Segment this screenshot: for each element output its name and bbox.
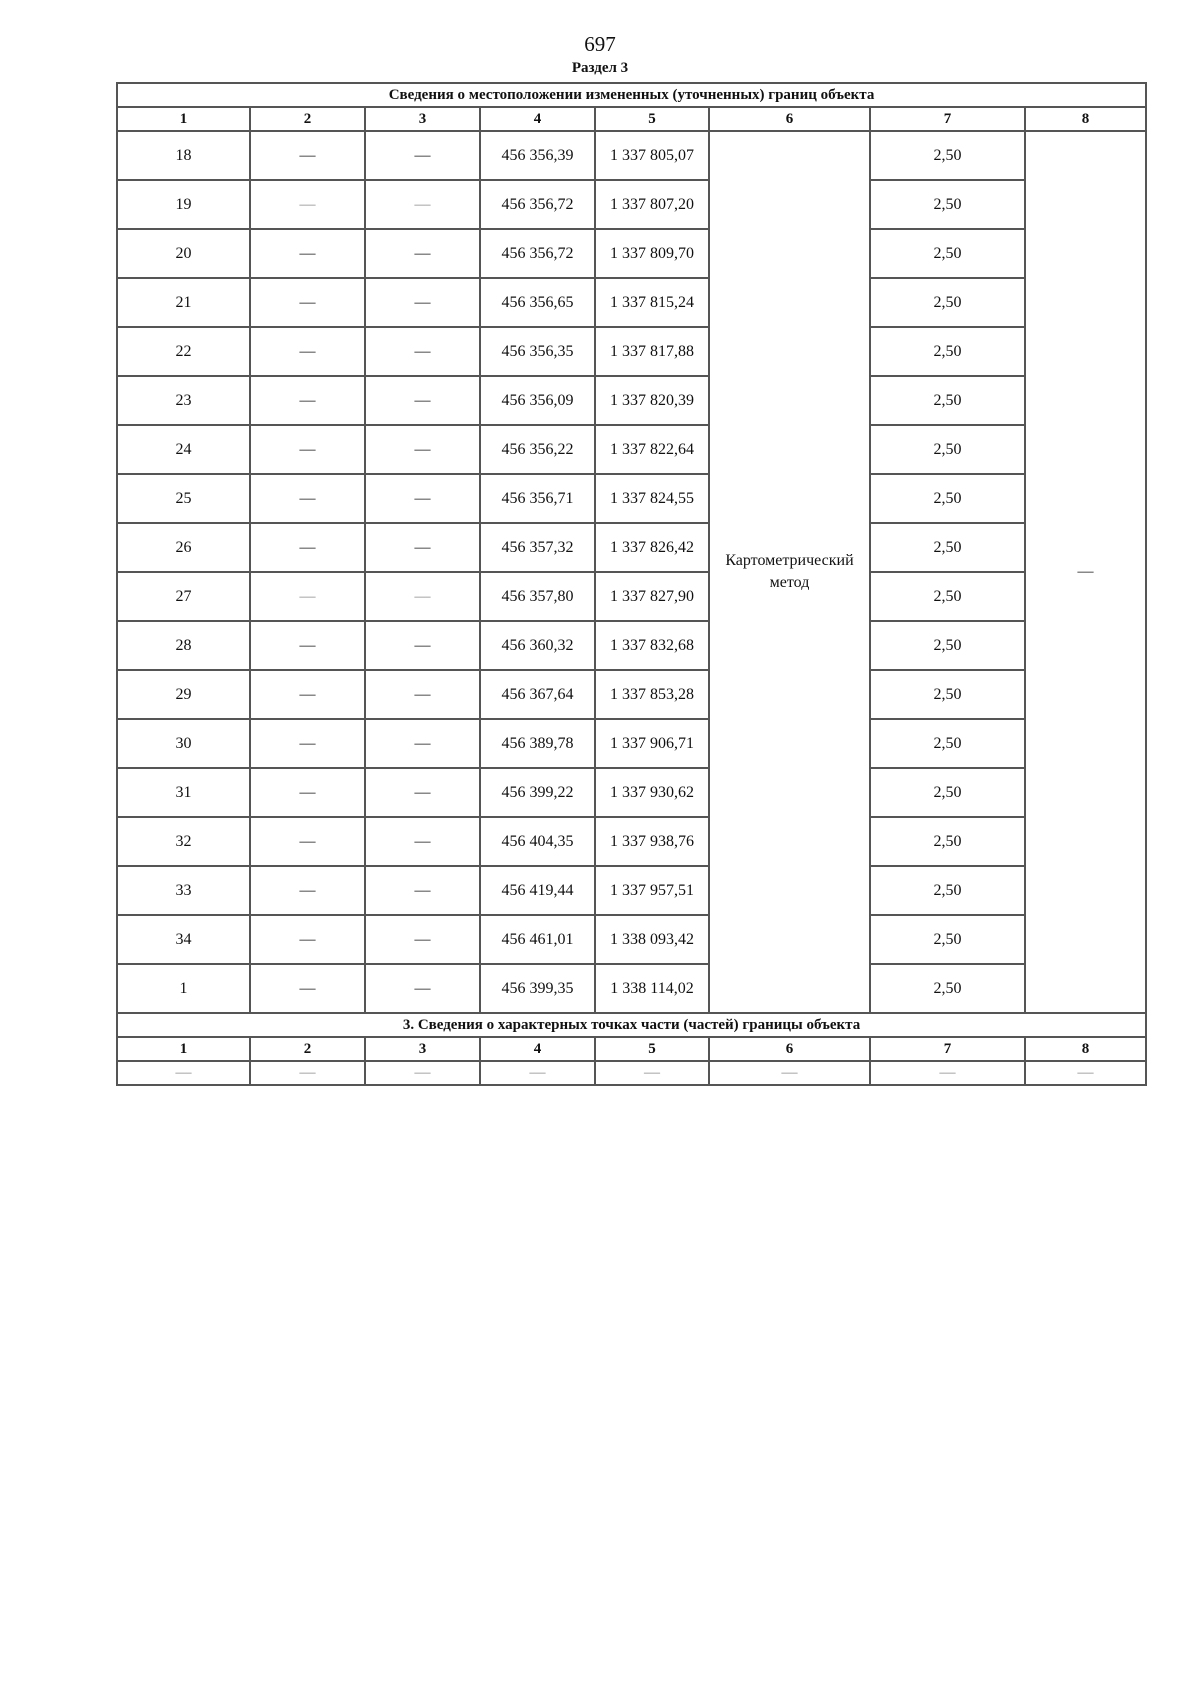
table-row bbox=[117, 719, 1146, 768]
accuracy-cell: 2,50 bbox=[870, 915, 1025, 964]
prev-y-cell: — bbox=[365, 670, 480, 719]
table2-header-cell: 4 bbox=[480, 1037, 595, 1061]
x-coordinate-cell: 456 357,80 bbox=[480, 572, 595, 621]
table2-header-row bbox=[117, 1037, 1146, 1061]
table-row bbox=[117, 376, 1146, 425]
y-coordinate-cell: 1 337 832,68 bbox=[595, 621, 709, 670]
table2-header-cell: 2 bbox=[250, 1037, 365, 1061]
table-row bbox=[117, 915, 1146, 964]
point-number-cell: 21 bbox=[117, 278, 250, 327]
y-coordinate-cell: 1 337 930,62 bbox=[595, 768, 709, 817]
column8-cell: — bbox=[1025, 131, 1146, 1013]
prev-x-cell: — bbox=[250, 915, 365, 964]
method-cell: Картометрический метод bbox=[709, 131, 870, 1013]
x-coordinate-cell: 456 404,35 bbox=[480, 817, 595, 866]
prev-x-cell: — bbox=[250, 474, 365, 523]
table1-caption-row bbox=[117, 83, 1146, 107]
y-coordinate-cell: 1 337 826,42 bbox=[595, 523, 709, 572]
page-number: 697 bbox=[584, 32, 616, 56]
x-coordinate-cell: 456 356,39 bbox=[480, 131, 595, 180]
point-number-cell: 28 bbox=[117, 621, 250, 670]
prev-y-cell: — bbox=[365, 915, 480, 964]
prev-y-cell: — bbox=[365, 180, 480, 229]
table-row bbox=[117, 572, 1146, 621]
point-number-cell: 26 bbox=[117, 523, 250, 572]
accuracy-cell: 2,50 bbox=[870, 229, 1025, 278]
table2-caption: 3. Сведения о характерных точках части (частей) границы объекта bbox=[117, 1013, 1146, 1037]
prev-x-cell: — bbox=[250, 425, 365, 474]
x-coordinate-cell: 456 356,35 bbox=[480, 327, 595, 376]
table2-header-cell: 1 bbox=[117, 1037, 250, 1061]
point-number-cell: 24 bbox=[117, 425, 250, 474]
accuracy-cell: 2,50 bbox=[870, 817, 1025, 866]
prev-y-cell: — bbox=[365, 278, 480, 327]
table-row bbox=[117, 131, 1146, 180]
section-title: Раздел 3 bbox=[571, 60, 629, 76]
prev-y-cell: — bbox=[365, 474, 480, 523]
table1-header-cell: 7 bbox=[870, 107, 1025, 131]
prev-x-cell: — bbox=[250, 278, 365, 327]
accuracy-cell: 2,50 bbox=[870, 621, 1025, 670]
x-coordinate-cell: 456 461,01 bbox=[480, 915, 595, 964]
prev-y-cell: — bbox=[365, 719, 480, 768]
prev-y-cell: — bbox=[365, 964, 480, 1013]
prev-x-cell: — bbox=[250, 572, 365, 621]
prev-x-cell: — bbox=[250, 327, 365, 376]
table-row bbox=[117, 670, 1146, 719]
y-coordinate-cell: 1 337 820,39 bbox=[595, 376, 709, 425]
y-coordinate-cell: 1 338 093,42 bbox=[595, 915, 709, 964]
point-number-cell: 27 bbox=[117, 572, 250, 621]
prev-x-cell: — bbox=[250, 817, 365, 866]
table2-cell: — bbox=[480, 1061, 595, 1085]
prev-y-cell: — bbox=[365, 376, 480, 425]
point-number-cell: 29 bbox=[117, 670, 250, 719]
prev-x-cell: — bbox=[250, 621, 365, 670]
point-number-cell: 22 bbox=[117, 327, 250, 376]
table2-caption-row bbox=[117, 1013, 1146, 1037]
table2-header-cell: 6 bbox=[709, 1037, 870, 1061]
accuracy-cell: 2,50 bbox=[870, 180, 1025, 229]
prev-y-cell: — bbox=[365, 817, 480, 866]
accuracy-cell: 2,50 bbox=[870, 670, 1025, 719]
x-coordinate-cell: 456 356,72 bbox=[480, 229, 595, 278]
x-coordinate-cell: 456 356,09 bbox=[480, 376, 595, 425]
accuracy-cell: 2,50 bbox=[870, 523, 1025, 572]
prev-x-cell: — bbox=[250, 229, 365, 278]
accuracy-cell: 2,50 bbox=[870, 866, 1025, 915]
accuracy-cell: 2,50 bbox=[870, 964, 1025, 1013]
table1-header-row bbox=[117, 107, 1146, 131]
accuracy-cell: 2,50 bbox=[870, 376, 1025, 425]
prev-y-cell: — bbox=[365, 572, 480, 621]
table-row bbox=[117, 229, 1146, 278]
accuracy-cell: 2,50 bbox=[870, 278, 1025, 327]
table1-header-cell: 1 bbox=[117, 107, 250, 131]
boundary-table bbox=[116, 82, 1147, 1086]
x-coordinate-cell: 456 399,22 bbox=[480, 768, 595, 817]
y-coordinate-cell: 1 337 827,90 bbox=[595, 572, 709, 621]
y-coordinate-cell: 1 337 817,88 bbox=[595, 327, 709, 376]
point-number-cell: 32 bbox=[117, 817, 250, 866]
x-coordinate-cell: 456 389,78 bbox=[480, 719, 595, 768]
prev-x-cell: — bbox=[250, 866, 365, 915]
prev-y-cell: — bbox=[365, 866, 480, 915]
x-coordinate-cell: 456 356,65 bbox=[480, 278, 595, 327]
prev-y-cell: — bbox=[365, 425, 480, 474]
accuracy-cell: 2,50 bbox=[870, 131, 1025, 180]
prev-y-cell: — bbox=[365, 229, 480, 278]
table2-cell: — bbox=[595, 1061, 709, 1085]
table1-header-cell: 2 bbox=[250, 107, 365, 131]
table2-cell: — bbox=[365, 1061, 480, 1085]
x-coordinate-cell: 456 357,32 bbox=[480, 523, 595, 572]
y-coordinate-cell: 1 337 815,24 bbox=[595, 278, 709, 327]
table1-caption: Сведения о местоположении измененных (уточненных) границ объекта bbox=[117, 83, 1146, 107]
prev-x-cell: — bbox=[250, 719, 365, 768]
table2-cell: — bbox=[250, 1061, 365, 1085]
point-number-cell: 30 bbox=[117, 719, 250, 768]
table1-header-cell: 4 bbox=[480, 107, 595, 131]
y-coordinate-cell: 1 337 822,64 bbox=[595, 425, 709, 474]
y-coordinate-cell: 1 337 809,70 bbox=[595, 229, 709, 278]
y-coordinate-cell: 1 337 807,20 bbox=[595, 180, 709, 229]
point-number-cell: 1 bbox=[117, 964, 250, 1013]
table2-cell: — bbox=[870, 1061, 1025, 1085]
x-coordinate-cell: 456 419,44 bbox=[480, 866, 595, 915]
table1-header-cell: 8 bbox=[1025, 107, 1146, 131]
prev-x-cell: — bbox=[250, 523, 365, 572]
point-number-cell: 19 bbox=[117, 180, 250, 229]
point-number-cell: 34 bbox=[117, 915, 250, 964]
table2-header-cell: 7 bbox=[870, 1037, 1025, 1061]
accuracy-cell: 2,50 bbox=[870, 719, 1025, 768]
table1-header-cell: 3 bbox=[365, 107, 480, 131]
accuracy-cell: 2,50 bbox=[870, 572, 1025, 621]
x-coordinate-cell: 456 360,32 bbox=[480, 621, 595, 670]
prev-x-cell: — bbox=[250, 964, 365, 1013]
y-coordinate-cell: 1 337 805,07 bbox=[595, 131, 709, 180]
x-coordinate-cell: 456 356,71 bbox=[480, 474, 595, 523]
table2-cell: — bbox=[117, 1061, 250, 1085]
table2-header-cell: 8 bbox=[1025, 1037, 1146, 1061]
point-number-cell: 23 bbox=[117, 376, 250, 425]
table-row bbox=[117, 523, 1146, 572]
y-coordinate-cell: 1 337 938,76 bbox=[595, 817, 709, 866]
point-number-cell: 33 bbox=[117, 866, 250, 915]
x-coordinate-cell: 456 356,72 bbox=[480, 180, 595, 229]
y-coordinate-cell: 1 337 906,71 bbox=[595, 719, 709, 768]
table2-header-cell: 3 bbox=[365, 1037, 480, 1061]
accuracy-cell: 2,50 bbox=[870, 474, 1025, 523]
table1-header-cell: 5 bbox=[595, 107, 709, 131]
prev-x-cell: — bbox=[250, 180, 365, 229]
table-row bbox=[117, 425, 1146, 474]
prev-x-cell: — bbox=[250, 376, 365, 425]
table2-cell: — bbox=[1025, 1061, 1146, 1085]
accuracy-cell: 2,50 bbox=[870, 768, 1025, 817]
prev-y-cell: — bbox=[365, 621, 480, 670]
table2-cell: — bbox=[709, 1061, 870, 1085]
prev-y-cell: — bbox=[365, 523, 480, 572]
accuracy-cell: 2,50 bbox=[870, 425, 1025, 474]
point-number-cell: 18 bbox=[117, 131, 250, 180]
point-number-cell: 31 bbox=[117, 768, 250, 817]
table-row bbox=[117, 964, 1146, 1013]
table-row bbox=[117, 327, 1146, 376]
x-coordinate-cell: 456 356,22 bbox=[480, 425, 595, 474]
table1-header-cell: 6 bbox=[709, 107, 870, 131]
prev-y-cell: — bbox=[365, 768, 480, 817]
prev-x-cell: — bbox=[250, 768, 365, 817]
prev-x-cell: — bbox=[250, 131, 365, 180]
x-coordinate-cell: 456 399,35 bbox=[480, 964, 595, 1013]
table-row bbox=[117, 621, 1146, 670]
accuracy-cell: 2,50 bbox=[870, 327, 1025, 376]
x-coordinate-cell: 456 367,64 bbox=[480, 670, 595, 719]
table-row bbox=[117, 278, 1146, 327]
prev-y-cell: — bbox=[365, 131, 480, 180]
table-row bbox=[117, 817, 1146, 866]
table2-row bbox=[117, 1061, 1146, 1085]
y-coordinate-cell: 1 338 114,02 bbox=[595, 964, 709, 1013]
table-row bbox=[117, 474, 1146, 523]
y-coordinate-cell: 1 337 957,51 bbox=[595, 866, 709, 915]
prev-y-cell: — bbox=[365, 327, 480, 376]
table-row bbox=[117, 866, 1146, 915]
y-coordinate-cell: 1 337 853,28 bbox=[595, 670, 709, 719]
table2-header-cell: 5 bbox=[595, 1037, 709, 1061]
table-row bbox=[117, 180, 1146, 229]
point-number-cell: 20 bbox=[117, 229, 250, 278]
prev-x-cell: — bbox=[250, 670, 365, 719]
point-number-cell: 25 bbox=[117, 474, 250, 523]
y-coordinate-cell: 1 337 824,55 bbox=[595, 474, 709, 523]
table-row bbox=[117, 768, 1146, 817]
